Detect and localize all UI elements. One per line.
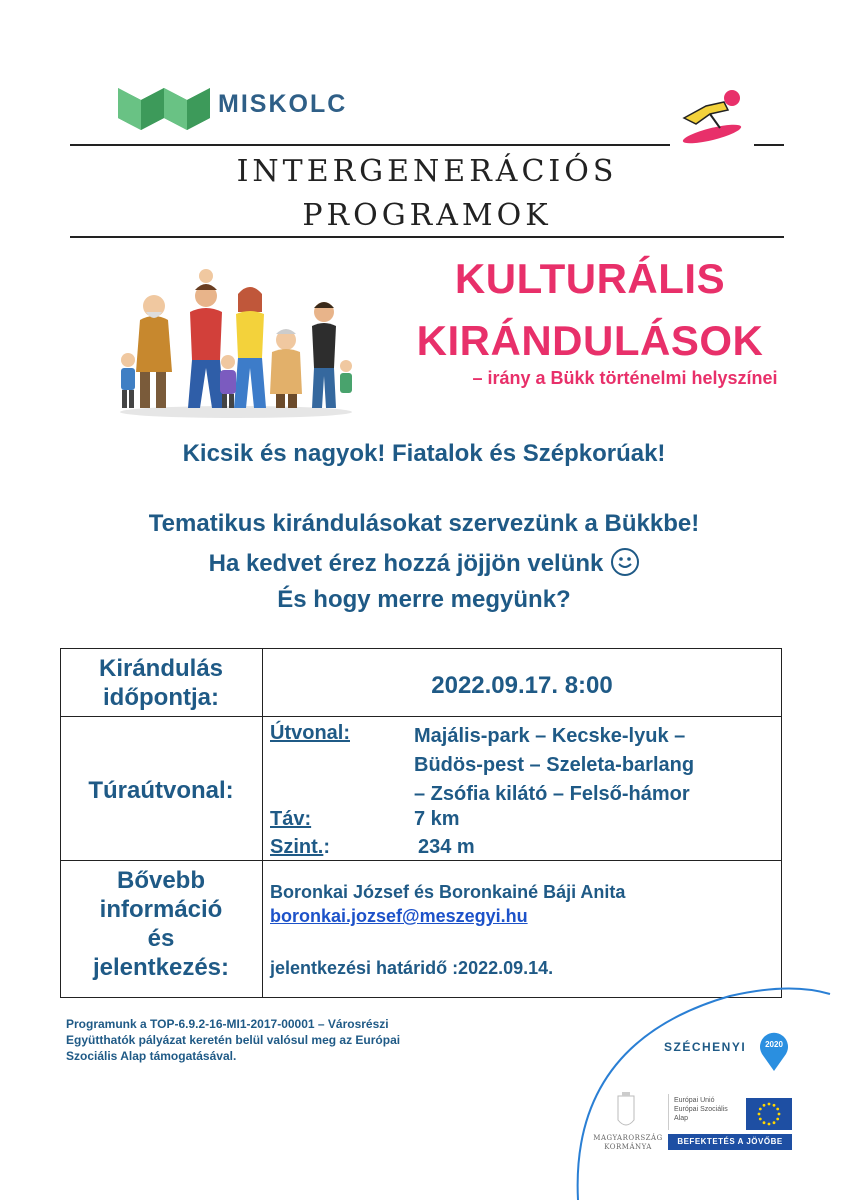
intro-line3: Ha kedvet érez hozzá jöjjön velünk: [208, 550, 604, 577]
smiley-icon: [611, 548, 639, 576]
table-row-divider-1: [60, 716, 782, 717]
eu-slogan-bar: BEFEKTETÉS A JÖVŐBE: [668, 1134, 792, 1150]
distance-key: Táv:: [270, 808, 312, 830]
contact-names: Boronkai József és Boronkainé Báji Anita: [270, 882, 626, 902]
headline: [380, 248, 800, 372]
eu-text-line3: Alap: [674, 1115, 689, 1122]
intro-line1: Kicsik és nagyok! Fiatalok és Szépkorúak!: [182, 440, 666, 467]
eu-text-line1: Európai Unió: [674, 1097, 715, 1104]
szechenyi-2020-badge: [758, 1030, 790, 1072]
logo-text: MISKOLC: [218, 90, 348, 118]
route-stops: [414, 722, 774, 809]
header-rule: [70, 144, 670, 146]
route-line1: Majális-park – Kecske-lyuk –: [414, 725, 686, 747]
elevation-value: 234 m: [418, 836, 475, 858]
intro-line4: És hogy merre megyünk?: [277, 586, 571, 613]
program-title-line1: INTERGENERÁCIÓS: [236, 154, 618, 189]
funding-note-line2: Együtthatók pályázat keretén belül valósul meg az Európai: [66, 1033, 401, 1047]
route-key: Útvonal:: [270, 722, 350, 744]
government-label-line1: MAGYARORSZÁG: [593, 1134, 663, 1142]
intro-line2: Tematikus kirándulásokat szervezünk a Bükkbe!: [148, 510, 700, 537]
program-title-line2: PROGRAMOK: [302, 198, 552, 233]
eu-text-line2: Európai Szociális: [674, 1106, 728, 1113]
route-line2: Büdös-pest – Szeleta-barlang: [414, 754, 695, 776]
date-value: 2022.09.17. 8:00: [431, 672, 613, 699]
table-column-divider: [262, 648, 263, 998]
funding-note: [66, 1016, 506, 1064]
intro-line3-wrap: [40, 548, 808, 578]
info-label-line4: jelentkezés:: [92, 954, 230, 981]
funding-note-line3: Szociális Alap támogatásával.: [66, 1049, 237, 1063]
date-label-line2: időpontja:: [103, 684, 219, 711]
info-label-line1: Bővebb: [116, 867, 205, 894]
elevation-key: Szint.: [270, 836, 324, 858]
route-label: Túraútvonal:: [88, 777, 234, 804]
deadline: jelentkezési határidő :2022.09.14.: [270, 958, 554, 978]
info-label: [60, 866, 262, 982]
szechenyi-year: 2020: [765, 1040, 783, 1049]
eu-text: [674, 1096, 728, 1123]
eu-flag-icon: [746, 1098, 792, 1130]
header-rule-short: [754, 144, 784, 146]
date-label: [60, 654, 262, 712]
funding-note-line1: Programunk a TOP-6.9.2-16-MI1-2017-00001 – Városrészi: [66, 1017, 389, 1031]
elevation-key-wrap: [270, 836, 330, 859]
decorative-arc: [530, 982, 848, 1200]
miskolc-logo-icon: [118, 78, 210, 130]
info-label-line3: és: [147, 925, 175, 952]
table-row-divider-2: [60, 860, 782, 861]
government-label: [588, 1134, 668, 1152]
family-illustration: [116, 268, 356, 418]
headline-line1: KULTURÁLIS: [454, 255, 726, 302]
szechenyi-label: SZÉCHENYI: [664, 1040, 747, 1054]
route-line3: – Zsófia kilátó – Felső-hámor: [414, 783, 690, 805]
distance-value: 7 km: [414, 808, 460, 830]
program-title: [70, 150, 784, 238]
map-pin-icon: [758, 1030, 790, 1072]
headline-line2: KIRÁNDULÁSOK: [416, 317, 764, 364]
elevation-colon: :: [323, 836, 331, 858]
info-label-line2: információ: [99, 896, 223, 923]
snowboarder-icon: [676, 84, 746, 146]
contact-email-link[interactable]: boronkai.jozsef@meszegyi.hu: [270, 906, 528, 926]
government-label-line2: KORMÁNYA: [604, 1143, 652, 1151]
headline-subtitle: – irány a Bükk történelmi helyszínei: [472, 368, 778, 388]
title-rule: [70, 236, 784, 238]
date-label-line1: Kirándulás: [98, 655, 224, 682]
